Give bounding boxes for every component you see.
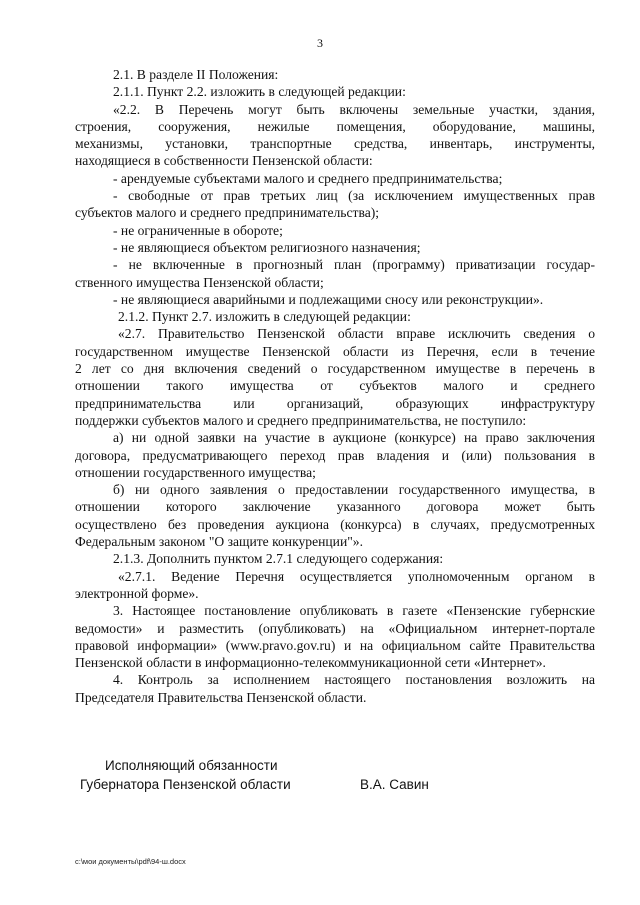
- text-line: - не включенные в прогнозный план (программу) приватизации государ-: [113, 257, 595, 273]
- text-line: договора, предусматривающего переход прав владения и (или) пользования в: [75, 447, 595, 463]
- text-line: электронной форме».: [75, 585, 199, 601]
- text-line: строения, сооружения, нежилые помещения, оборудование, машины,: [75, 118, 595, 134]
- text-line: Председателя Правительства Пензенской области.: [75, 689, 367, 705]
- footer-file-path: c:\мои документы\pdf\94-ш.docx: [75, 857, 186, 866]
- text-line: находящиеся в собственности Пензенской области:: [75, 153, 373, 169]
- signatory-position-line1: Исполняющий обязанности: [105, 758, 278, 773]
- text-line: ведомости» и разместить (опубликовать) на «Официальном интернет-портале: [75, 620, 595, 636]
- text-line: 2.1.3. Дополнить пунктом 2.7.1 следующего содержания:: [113, 551, 444, 567]
- text-line: - свободные от прав третьих лиц (за исключением имущественных прав: [113, 188, 595, 204]
- text-line: - не ограниченные в обороте;: [113, 222, 283, 238]
- text-line: 2.1. В разделе II Положения:: [113, 67, 279, 82]
- signatory-position-line2: Губернатора Пензенской области: [80, 777, 291, 792]
- text-line: осуществлено без проведения аукциона (конкурса) в случаях, предусмотренных: [75, 516, 595, 532]
- text-line: правовой информации» (www.pravo.gov.ru) и на официальном сайте Правительства: [75, 637, 595, 653]
- text-line: - не являющиеся объектом религиозного назначения;: [113, 239, 421, 255]
- text-line: Федеральным законом "О защите конкуренции"».: [75, 534, 363, 550]
- text-line: отношении которого заключение указанного договора может быть: [75, 499, 595, 515]
- text-line: 2.1.2. Пункт 2.7. изложить в следующей редакции:: [118, 309, 411, 325]
- text-line: «2.7. Правительство Пензенской области вправе исключить сведения о: [118, 326, 595, 342]
- text-line: отношении такого имущества от субъектов малого и среднего: [75, 378, 595, 394]
- text-line: б) ни одного заявления о предоставлении государственного имущества, в: [113, 482, 595, 498]
- text-line: поддержки субъектов малого и среднего предпринимательства, не поступило:: [75, 412, 527, 428]
- text-line: отношении государственного имущества;: [75, 464, 316, 480]
- text-line: 4. Контроль за исполнением настоящего постановления возложить на: [113, 672, 595, 688]
- text-line: 3. Настоящее постановление опубликовать в газете «Пензенские губернские: [113, 603, 595, 619]
- page-number: 3: [317, 36, 323, 50]
- text-line: механизмы, установки, транспортные средства, инвентарь, инструменты,: [75, 136, 595, 152]
- text-line: Пензенской области в информационно-телекоммуникационной сети «Интернет».: [75, 655, 546, 671]
- text-line: «2.7.1. Ведение Перечня осуществляется уполномоченным органом в: [118, 568, 595, 584]
- text-line: субъектов малого и среднего предпринимательства);: [75, 205, 380, 221]
- document-body: [75, 66, 595, 706]
- signatory-name: В.А. Савин: [360, 777, 429, 792]
- text-line: - арендуемые субъектами малого и среднего предпринимательства;: [113, 170, 503, 186]
- text-line: а) ни одной заявки на участие в аукционе (конкурсе) на право заключения: [113, 430, 595, 446]
- text-line: 2.1.1. Пункт 2.2. изложить в следующей редакции:: [113, 84, 406, 100]
- text-line: ственного имущества Пензенской области;: [75, 274, 324, 290]
- text-line: предпринимательства или организаций, образующих инфраструктуру: [75, 395, 595, 411]
- text-line: государственном имуществе Пензенской области из Перечня, если в течение: [75, 343, 595, 359]
- text-line: 2 лет со дня включения сведений о государственном имуществе в перечень в: [75, 361, 595, 377]
- text-line: - не являющиеся аварийными и подлежащими сносу или реконструкции».: [113, 291, 544, 307]
- text-line: «2.2. В Перечень могут быть включены земельные участки, здания,: [113, 101, 595, 117]
